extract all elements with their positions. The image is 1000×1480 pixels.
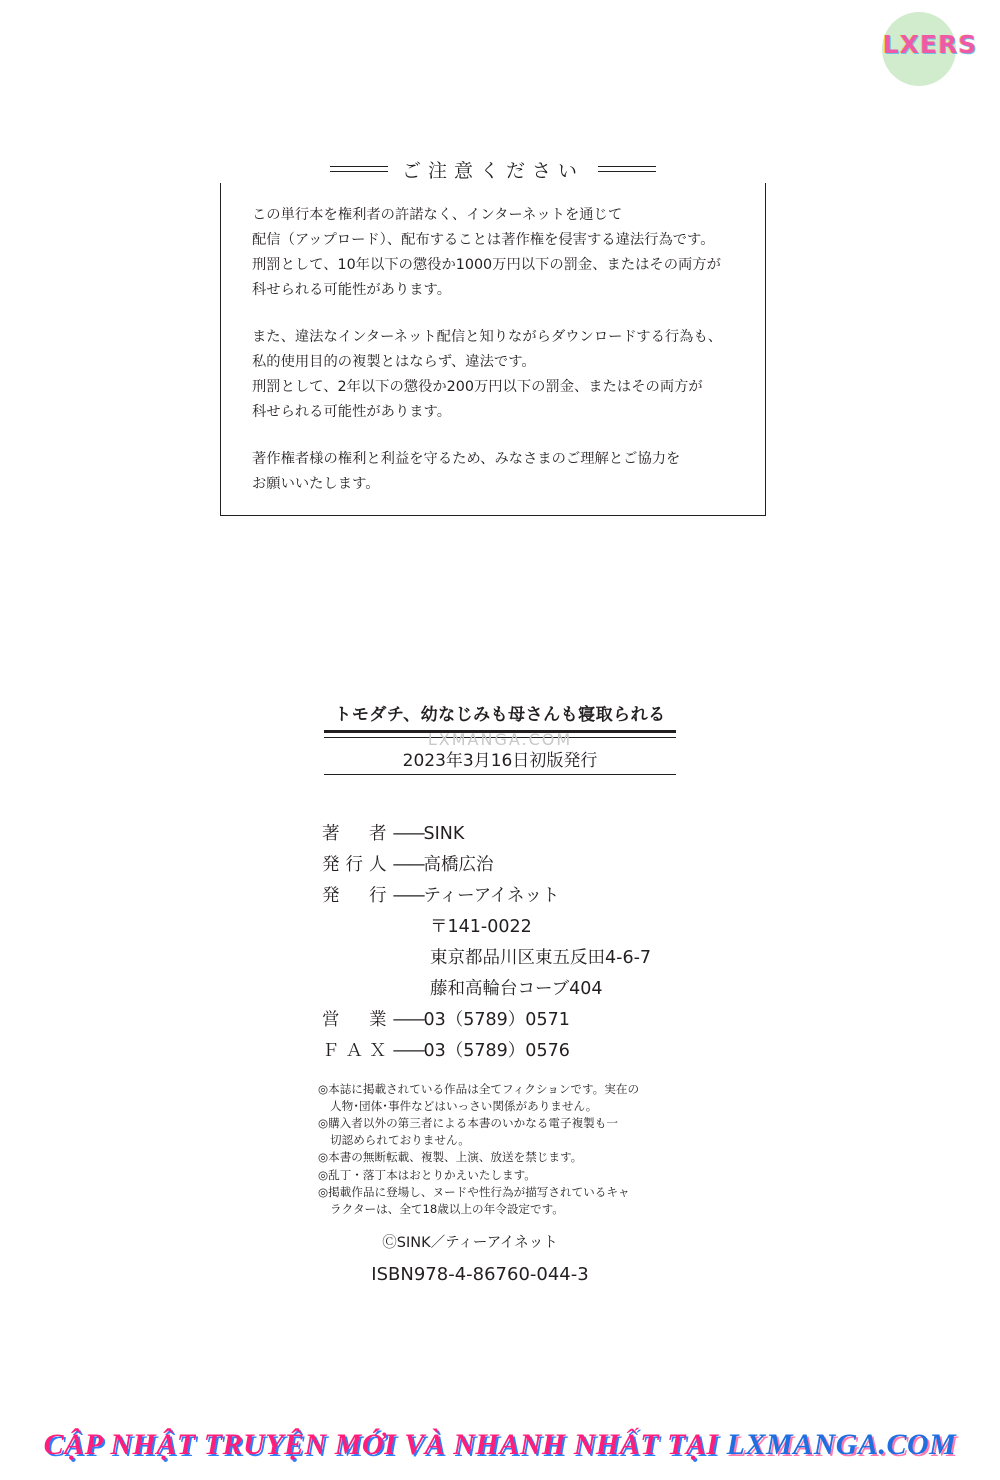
note-item (318, 1167, 718, 1184)
note-sub: ラクターは、全て18歳以上の年令設定です。 (330, 1201, 564, 1216)
note-main: ◎購入者以外の第三者による本書のいかなる電子複製も一 (318, 1116, 618, 1130)
banner-text-left: CẬP NHẬT TRUYỆN MỚI VÀ NHANH NHẤT TẠI (43, 1428, 719, 1461)
field-dash: —— (392, 886, 424, 906)
field-label: 発 行 (322, 886, 393, 906)
field-value: ティーアイネット (423, 886, 560, 906)
notice-line: 私的使用目的の複製とはならず、違法です。 (252, 354, 536, 370)
colophon-row-fax (322, 1036, 1000, 1067)
notice-line: この単行本を権利者の許諾なく、インターネットを通じて (252, 207, 623, 223)
isbn-line: ISBN978-4-86760-044-3 (371, 1264, 589, 1285)
notice-paragraph (252, 203, 752, 303)
colophon-ghost-watermark: LXMANGA.COM (427, 730, 573, 749)
colophon (0, 700, 1000, 1285)
notice-paragraph (252, 447, 752, 497)
field-label: ＦＡＸ (322, 1041, 393, 1061)
banner-text-right: LXMANGA.COM (726, 1428, 957, 1461)
field-label: 発行人 (322, 855, 393, 875)
notice-title-rule-right (598, 166, 656, 172)
note-item (318, 1149, 718, 1166)
notice-line: 科せられる可能性があります。 (252, 282, 452, 298)
notice-line: 刑罰として、10年以下の懲役か1000万円以下の罰金、またはその両方が (252, 257, 721, 273)
colophon-fields (0, 819, 1000, 1067)
field-label: 営 業 (322, 1010, 393, 1030)
site-watermark-top (874, 8, 986, 86)
note-sub: 切認められておりません。 (330, 1132, 470, 1147)
note-main: ◎乱丁・落丁本はおとりかえいたします。 (318, 1167, 536, 1182)
bottom-promo-banner (0, 1428, 1000, 1462)
colophon-row-publisher-person (322, 850, 1000, 881)
colophon-notes (0, 1081, 718, 1217)
colophon-row-author (322, 819, 1000, 850)
note-item (318, 1081, 718, 1114)
watermark-text: LXERS (882, 30, 978, 59)
date-underline (324, 774, 676, 775)
colophon-address-line: 藤和高輪台コーブ404 (430, 979, 603, 999)
publication-date: 2023年3月16日初版発行 (402, 751, 598, 771)
note-item (318, 1184, 718, 1217)
notice-line: また、違法なインターネット配信と知りながらダウンロードする行為も、 (252, 329, 723, 345)
notice-line: お願いいたします。 (252, 476, 380, 492)
field-value: 03（5789）0576 (423, 1041, 570, 1061)
colophon-row-publisher (322, 881, 1000, 912)
book-title: トモダチ、幼なじみも母さんも寝取られる (334, 705, 666, 725)
copyright-line: ⒸSINK／ティーアイネット (382, 1235, 558, 1251)
notice-paragraph (252, 325, 752, 425)
field-value: 高橋広治 (423, 855, 494, 875)
field-value: SINK (423, 824, 465, 844)
field-dash: —— (392, 855, 424, 875)
notice-title-rule-left (330, 166, 388, 172)
note-main: ◎本書の無断転載、複製、上演、放送を禁じます。 (318, 1150, 583, 1164)
field-dash: —— (392, 824, 424, 844)
field-dash: —— (392, 1041, 424, 1061)
note-main: ◎掲載作品に登場し、ヌードや性行為が描写されているキャ (318, 1185, 630, 1199)
note-item (318, 1115, 718, 1148)
colophon-address-line: 東京都品川区東五反田4-6-7 (430, 948, 652, 968)
colophon-address-line: 〒141-0022 (430, 917, 532, 937)
notice-line: 配信（アップロード）、配布することは著作権を侵害する違法行為です。 (252, 232, 715, 248)
note-main: ◎本誌に掲載されている作品は全てフィクションです。実在の (318, 1082, 640, 1096)
notice-line: 著作権者様の権利と利益を守るため、みなさまのご理解とご協力を (252, 451, 681, 467)
note-sub: 人物･団体･事件などはいっさい関係がありません。 (330, 1098, 598, 1113)
field-label: 著 者 (322, 824, 393, 844)
field-dash: —— (392, 1010, 424, 1030)
notice-body (252, 203, 752, 497)
notice-title-container (220, 155, 766, 183)
field-value: 03（5789）0571 (423, 1010, 570, 1030)
colophon-row-sales (322, 1005, 1000, 1036)
notice-line: 刑罰として、2年以下の懲役か200万円以下の罰金、またはその両方が (252, 379, 703, 395)
notice-title: ご注意ください (401, 159, 584, 182)
notice-line: 科せられる可能性があります。 (252, 404, 452, 420)
